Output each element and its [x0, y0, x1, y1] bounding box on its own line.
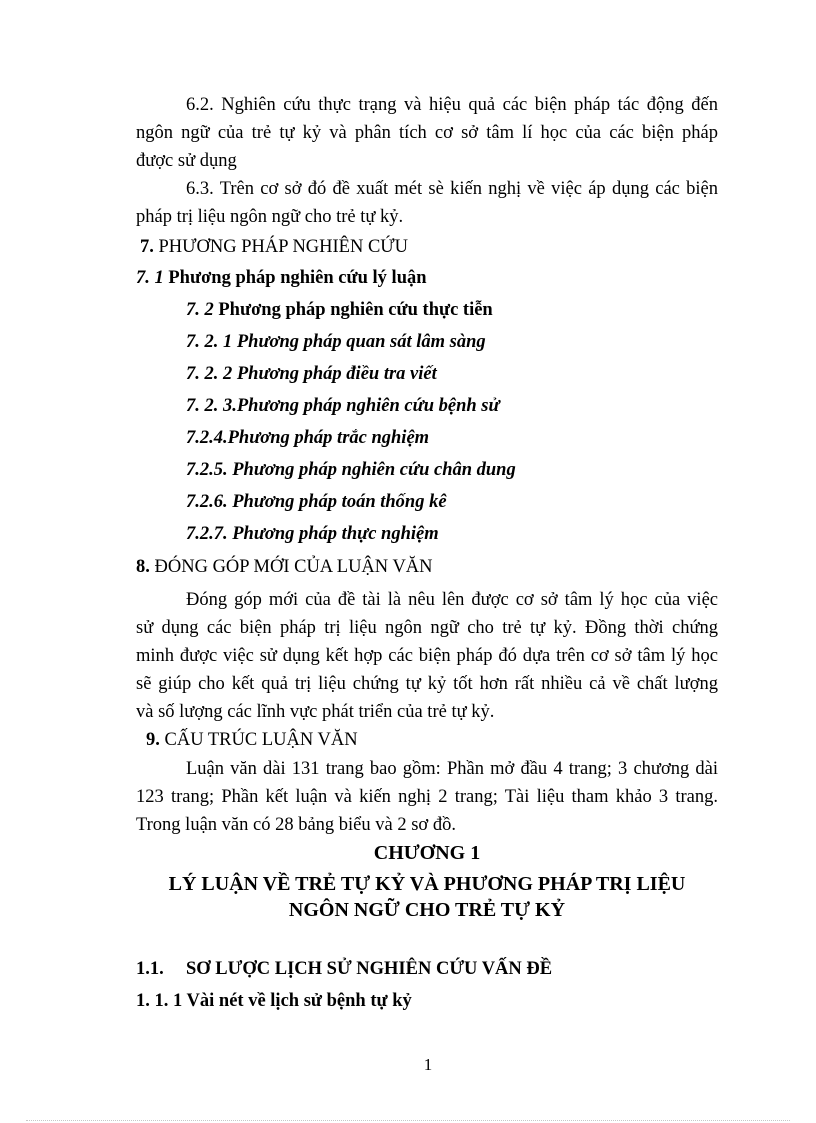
chapter-title-line-2: NGÔN NGỮ CHO TRẺ TỰ KỶ [288, 899, 566, 921]
objective-6-2-line-1: 6.2. Nghiên cứu thực trạng và hiệu quả các biện pháp tác động đến [186, 95, 718, 115]
objective-6-3-line-1: 6.3. Trên cơ sở đó đề xuất mét sè kiến nghị về việc áp dụng các biện [186, 179, 718, 199]
section-8-line-4: sẽ giúp cho kết quả trị liệu chứng tự kỷ tốt hơn rất nhiều cả về chất lượng [136, 674, 718, 694]
section-8-title: ĐÓNG GÓP MỚI CỦA LUẬN VĂN [154, 557, 433, 577]
section-9-line-1: Luận văn dài 131 trang bao gồm: Phần mở đầu 4 trang; 3 chương dài [186, 759, 718, 779]
method-item: 7. 2. 3.Phương pháp nghiên cứu bệnh sử [186, 396, 500, 416]
method-item: 7.2.5. Phương pháp nghiên cứu chân dung [186, 460, 516, 480]
method-item: 7.2.6. Phương pháp toán thống kê [186, 492, 447, 512]
chapter-label: CHƯƠNG 1 [373, 842, 481, 864]
section-8-heading [136, 555, 433, 579]
section-7-1-title: Phương pháp nghiên cứu lý luận [168, 268, 427, 288]
method-item: 7. 2. 2 Phương pháp điều tra viết [186, 364, 437, 384]
objective-6-2-line-3: được sử dụng [136, 151, 237, 171]
section-8-line-3: minh được việc sử dụng kết hợp các biện pháp đó dựa trên cơ sở tâm lý học [136, 646, 718, 666]
section-7-title: PHƯƠNG PHÁP NGHIÊN CỨU [158, 237, 409, 257]
section-9-line-2: 123 trang; Phần kết luận và kiến nghị 2 trang; Tài liệu tham khảo 3 trang. [136, 787, 718, 807]
section-8-line-1: Đóng góp mới của đề tài là nêu lên được cơ sở tâm lý học của việc [186, 590, 718, 610]
method-item: 7.2.7. Phương pháp thực nghiệm [186, 524, 439, 544]
section-7-2-number: 7. 2 [186, 300, 214, 320]
section-8-line-2: sử dụng các biện pháp trị liệu ngôn ngữ cho trẻ tự kỷ. Đồng thời chứng [136, 618, 718, 638]
section-9-number: 9. [146, 730, 160, 750]
chapter-title-line-1: LÝ LUẬN VỀ TRẺ TỰ KỶ VÀ PHƯƠNG PHÁP TRỊ LIỆU [168, 873, 686, 895]
section-7-number: 7. [140, 237, 154, 257]
subsection-1-1-1-title: 1. 1. 1 Vài nét về lịch sử bệnh tự kỷ [136, 991, 412, 1011]
section-8-line-5: và số lượng các lĩnh vực phát triển của trẻ tự kỷ. [136, 702, 495, 722]
page-number: 1 [423, 1055, 433, 1074]
section-8-number: 8. [136, 557, 150, 577]
section-7-2-heading [186, 298, 493, 322]
method-item: 7.2.4.Phương pháp trắc nghiệm [186, 428, 430, 448]
section-7-heading [140, 235, 408, 259]
section-7-2-title: Phương pháp nghiên cứu thực tiễn [218, 300, 493, 320]
section-9-heading [146, 728, 358, 752]
subsection-1-1-title: SƠ LƯỢC LỊCH SỬ NGHIÊN CỨU VẤN ĐỀ [186, 959, 553, 979]
method-item: 7. 2. 1 Phương pháp quan sát lâm sàng [186, 332, 486, 352]
objective-6-2-line-2: ngôn ngữ của trẻ tự kỷ và phân tích cơ sở tâm lí học của các biện pháp [136, 123, 718, 143]
section-9-line-3: Trong luận văn có 28 bảng biểu và 2 sơ đồ. [136, 815, 456, 835]
subsection-1-1-number: 1.1. [136, 959, 164, 979]
section-7-1-heading [136, 266, 427, 290]
section-9-title: CẤU TRÚC LUẬN VĂN [164, 730, 358, 750]
section-7-1-number: 7. 1 [136, 268, 164, 288]
page-bottom-rule [26, 1120, 790, 1121]
objective-6-3-line-2: pháp trị liệu ngôn ngữ cho trẻ tự kỷ. [136, 207, 404, 227]
